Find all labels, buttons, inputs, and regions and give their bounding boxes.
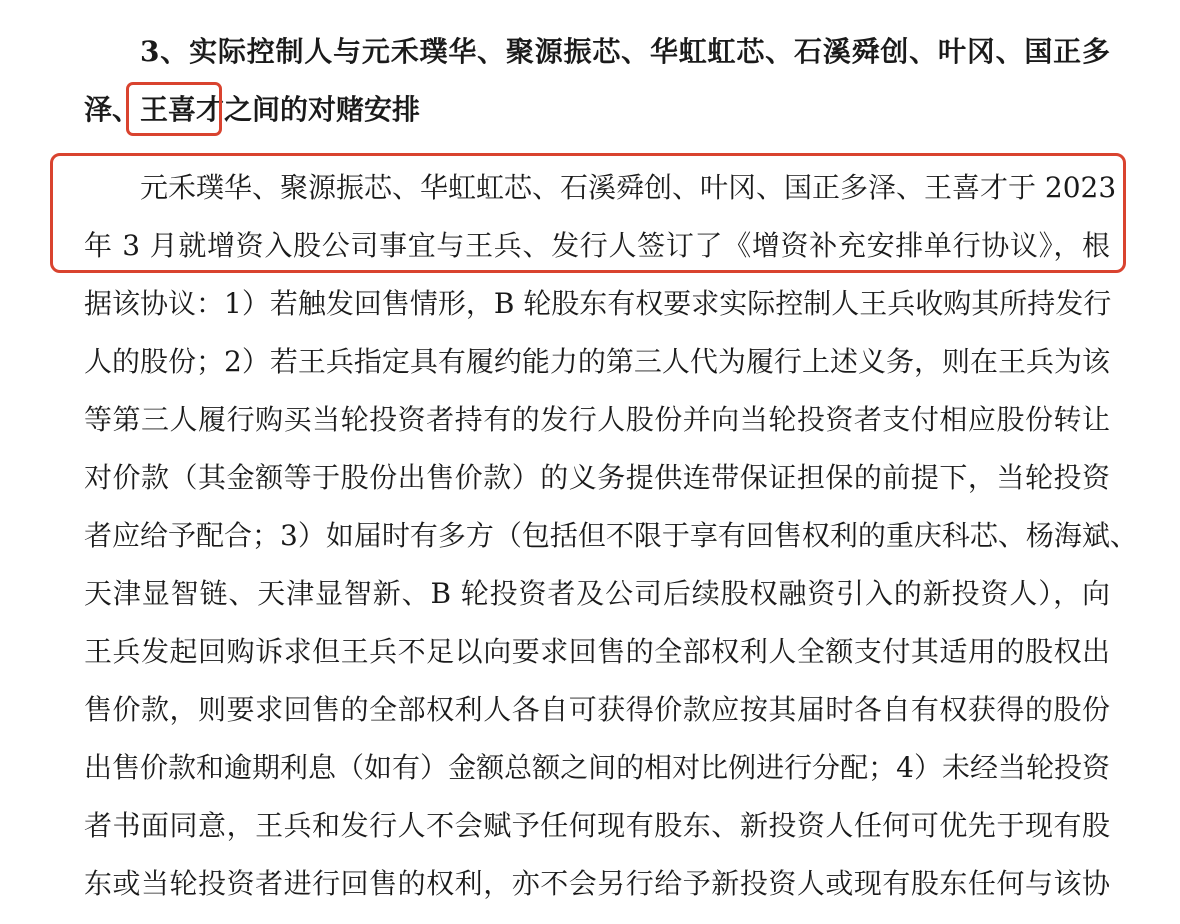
paragraph-line-2: 年 3 月就增资入股公司事宜与王兵、发行人签订了《增资补充安排单行协议》，根	[84, 229, 1110, 262]
paragraph-line-10: 售价款，则要求回售的全部权利人各自可获得价款应按其届时各自有权获得的股份	[84, 693, 1110, 726]
paragraph-line-9: 王兵发起回购诉求但王兵不足以向要求回售的全部权利人全额支付其适用的股权出	[84, 635, 1110, 668]
paragraph-line-7: 者应给予配合；3）如届时有多方（包括但不限于享有回售权利的重庆科芯、杨海斌、	[84, 519, 1138, 552]
heading-suffix: 之间的对赌安排	[224, 93, 421, 126]
paragraph-line-8: 天津显智链、天津显智新、B 轮投资者及公司后续股权融资引入的新投资人），向	[84, 577, 1110, 610]
paragraph-line-13: 东或当轮投资者进行回售的权利，亦不会另行给予新投资人或现有股东任何与该协	[84, 867, 1110, 900]
section-heading-line-1: 3、实际控制人与元禾璞华、聚源振芯、华虹虹芯、石溪舜创、叶冈、国正多	[140, 35, 1110, 68]
paragraph-line-12: 者书面同意，王兵和发行人不会赋予任何现有股东、新投资人任何可优先于现有股	[84, 809, 1110, 842]
paragraph-line-5: 等第三人履行购买当轮投资者持有的发行人股份并向当轮投资者支付相应股份转让	[84, 403, 1110, 436]
paragraph-line-3: 据该协议：1）若触发回售情形，B 轮股东有权要求实际控制人王兵收购其所持发行	[84, 287, 1112, 320]
section-heading-line-2	[84, 92, 1110, 128]
highlighted-name: 王喜才	[140, 93, 225, 126]
paragraph-line-1: 元禾璞华、聚源振芯、华虹虹芯、石溪舜创、叶冈、国正多泽、王喜才于 2023	[140, 171, 1117, 204]
paragraph-line-6: 对价款（其金额等于股份出售价款）的义务提供连带保证担保的前提下，当轮投资	[84, 461, 1110, 494]
heading-prefix: 泽、	[84, 93, 141, 126]
paragraph-line-11: 出售价款和逾期利息（如有）金额总额之间的相对比例进行分配；4）未经当轮投资	[84, 751, 1110, 784]
paragraph-line-4: 人的股份；2）若王兵指定具有履约能力的第三人代为履行上述义务，则在王兵为该	[84, 345, 1110, 378]
